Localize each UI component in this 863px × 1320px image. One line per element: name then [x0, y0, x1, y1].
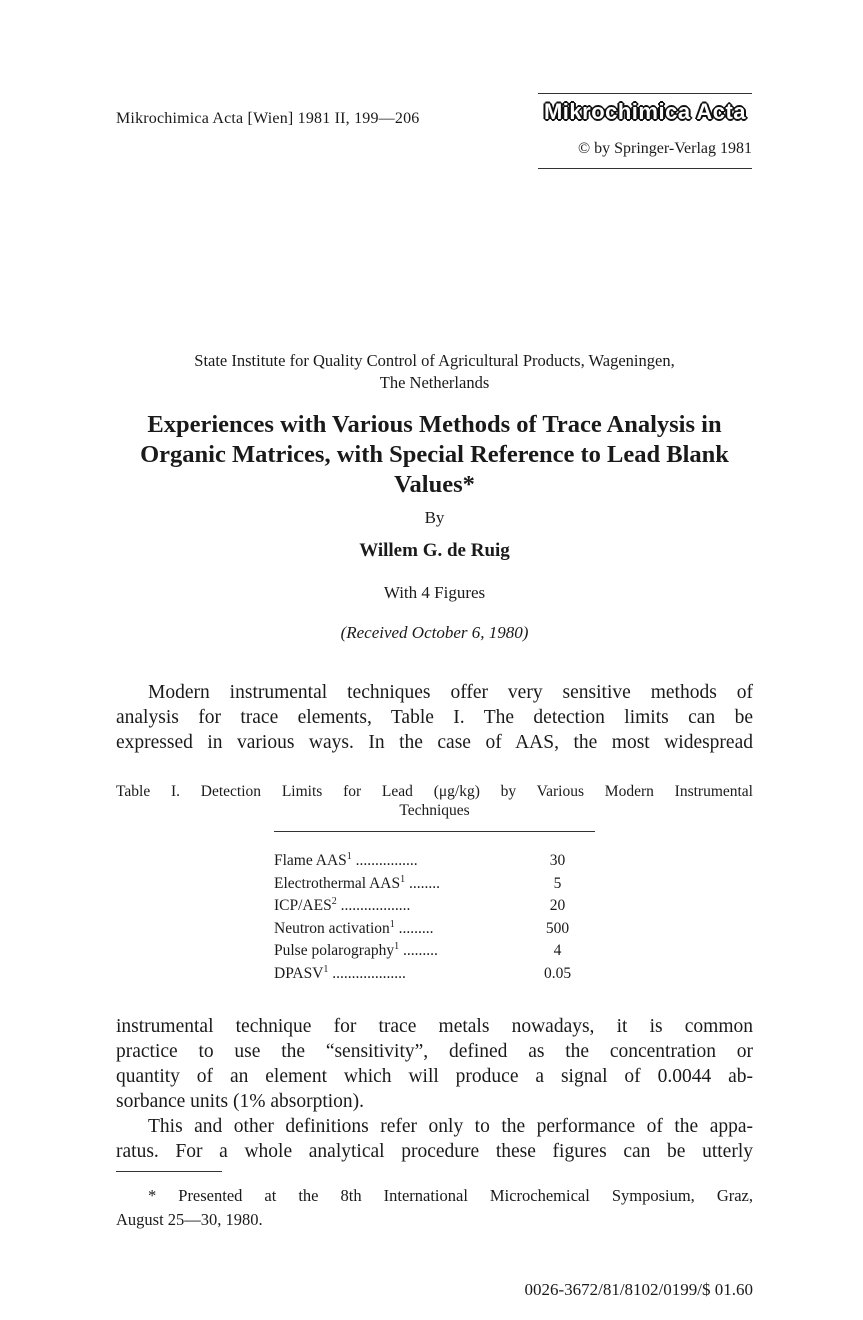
dot-leader: ........ [405, 874, 440, 892]
journal-logo: Mikrochimica Acta [543, 99, 747, 124]
detection-limit-value: 5 [553, 874, 562, 892]
text-line: quantity of an element which will produce a signal of 0.0044 ab- [116, 1066, 753, 1087]
text-line: Modern instrumental techniques offer very sensitive methods of [148, 682, 753, 703]
table-row [274, 873, 595, 896]
table-caption-line: Techniques [399, 802, 470, 819]
author-name: Willem G. de Ruig [359, 540, 510, 561]
technique-label: DPASV [274, 964, 324, 982]
reference-superscript: 1 [389, 918, 395, 930]
text-line: practice to use the “sensitivity”, defined as the concentration or [116, 1041, 753, 1062]
dot-leader: .................. [336, 897, 411, 914]
byline-by: By [424, 508, 445, 527]
footnote-line: * Presented at the 8th International Microchemical Symposium, Graz, [148, 1186, 753, 1205]
header-rule-top [538, 93, 752, 94]
text-line: analysis for trace elements, Table I. The detection limits can be [116, 707, 753, 728]
detection-limit-value: 4 [553, 942, 562, 959]
technique-label: Flame AAS [274, 852, 347, 869]
institute-line: State Institute for Quality Control of Agricultural Products, Wageningen, [194, 351, 675, 370]
text-line: sorbance units (1% absorption). [116, 1091, 365, 1112]
footnote-line: August 25—30, 1980. [116, 1210, 263, 1229]
reference-superscript: 1 [394, 940, 400, 952]
body-paragraph-1 [116, 680, 753, 755]
detection-limit-value: 20 [549, 897, 566, 914]
text-line: expressed in various ways. In the case of AAS, the most widespread [116, 732, 753, 753]
detection-limit-value: 0.05 [543, 964, 572, 982]
technique-label: ICP/AES [274, 897, 332, 914]
table-rule [274, 831, 595, 832]
reference-superscript: 2 [331, 895, 337, 907]
title-line: Experiences with Various Methods of Trace Analysis in [147, 411, 722, 438]
dot-leader: ......... [399, 942, 438, 959]
table-row [274, 918, 595, 941]
reference-superscript: 1 [323, 963, 329, 975]
article-title [116, 410, 753, 500]
table-caption [116, 782, 753, 820]
table-caption-line: Table I. Detection Limits for Lead (μg/kg) by Various Modern Instrumental [116, 783, 753, 800]
table-row [274, 895, 595, 918]
detection-limit-value: 500 [545, 919, 570, 937]
table-row [274, 940, 595, 963]
footnote-rule [116, 1171, 222, 1172]
title-line: Values* [394, 471, 475, 498]
body-paragraph-3 [116, 1114, 753, 1164]
technique-label: Electrothermal AAS [274, 874, 401, 892]
detection-limit-value: 30 [549, 852, 566, 869]
institute-line: The Netherlands [379, 373, 490, 392]
dot-leader: ................ [351, 852, 418, 869]
reference-superscript: 1 [400, 873, 406, 885]
text-line: ratus. For a whole analytical procedure these figures can be utterly [116, 1141, 753, 1162]
header-rule-bottom [538, 168, 752, 169]
detection-limits-table [274, 850, 595, 985]
technique-label: Neutron activation [274, 919, 390, 937]
dot-leader: ................... [328, 964, 406, 982]
technique-label: Pulse polarography [274, 942, 395, 959]
footnote [116, 1184, 753, 1232]
text-line: This and other definitions refer only to the performance of the appa- [148, 1116, 753, 1137]
body-paragraph-2 [116, 1014, 753, 1114]
table-row [274, 963, 595, 986]
issn-code: 0026-3672/81/8102/0199/$ 01.60 [524, 1280, 753, 1299]
text-line: instrumental technique for trace metals nowadays, it is common [116, 1016, 753, 1037]
institute-affiliation [116, 350, 753, 394]
title-line: Organic Matrices, with Special Reference to Lead Blank [140, 441, 729, 468]
received-date: (Received October 6, 1980) [340, 623, 529, 642]
reference-superscript: 1 [346, 850, 352, 862]
figures-note: With 4 Figures [383, 583, 486, 602]
dot-leader: ......... [394, 919, 434, 937]
table-row [274, 850, 595, 873]
copyright-line: © by Springer-Verlag 1981 [577, 140, 752, 157]
journal-reference: Mikrochimica Acta [Wien] 1981 II, 199—206 [116, 110, 420, 127]
